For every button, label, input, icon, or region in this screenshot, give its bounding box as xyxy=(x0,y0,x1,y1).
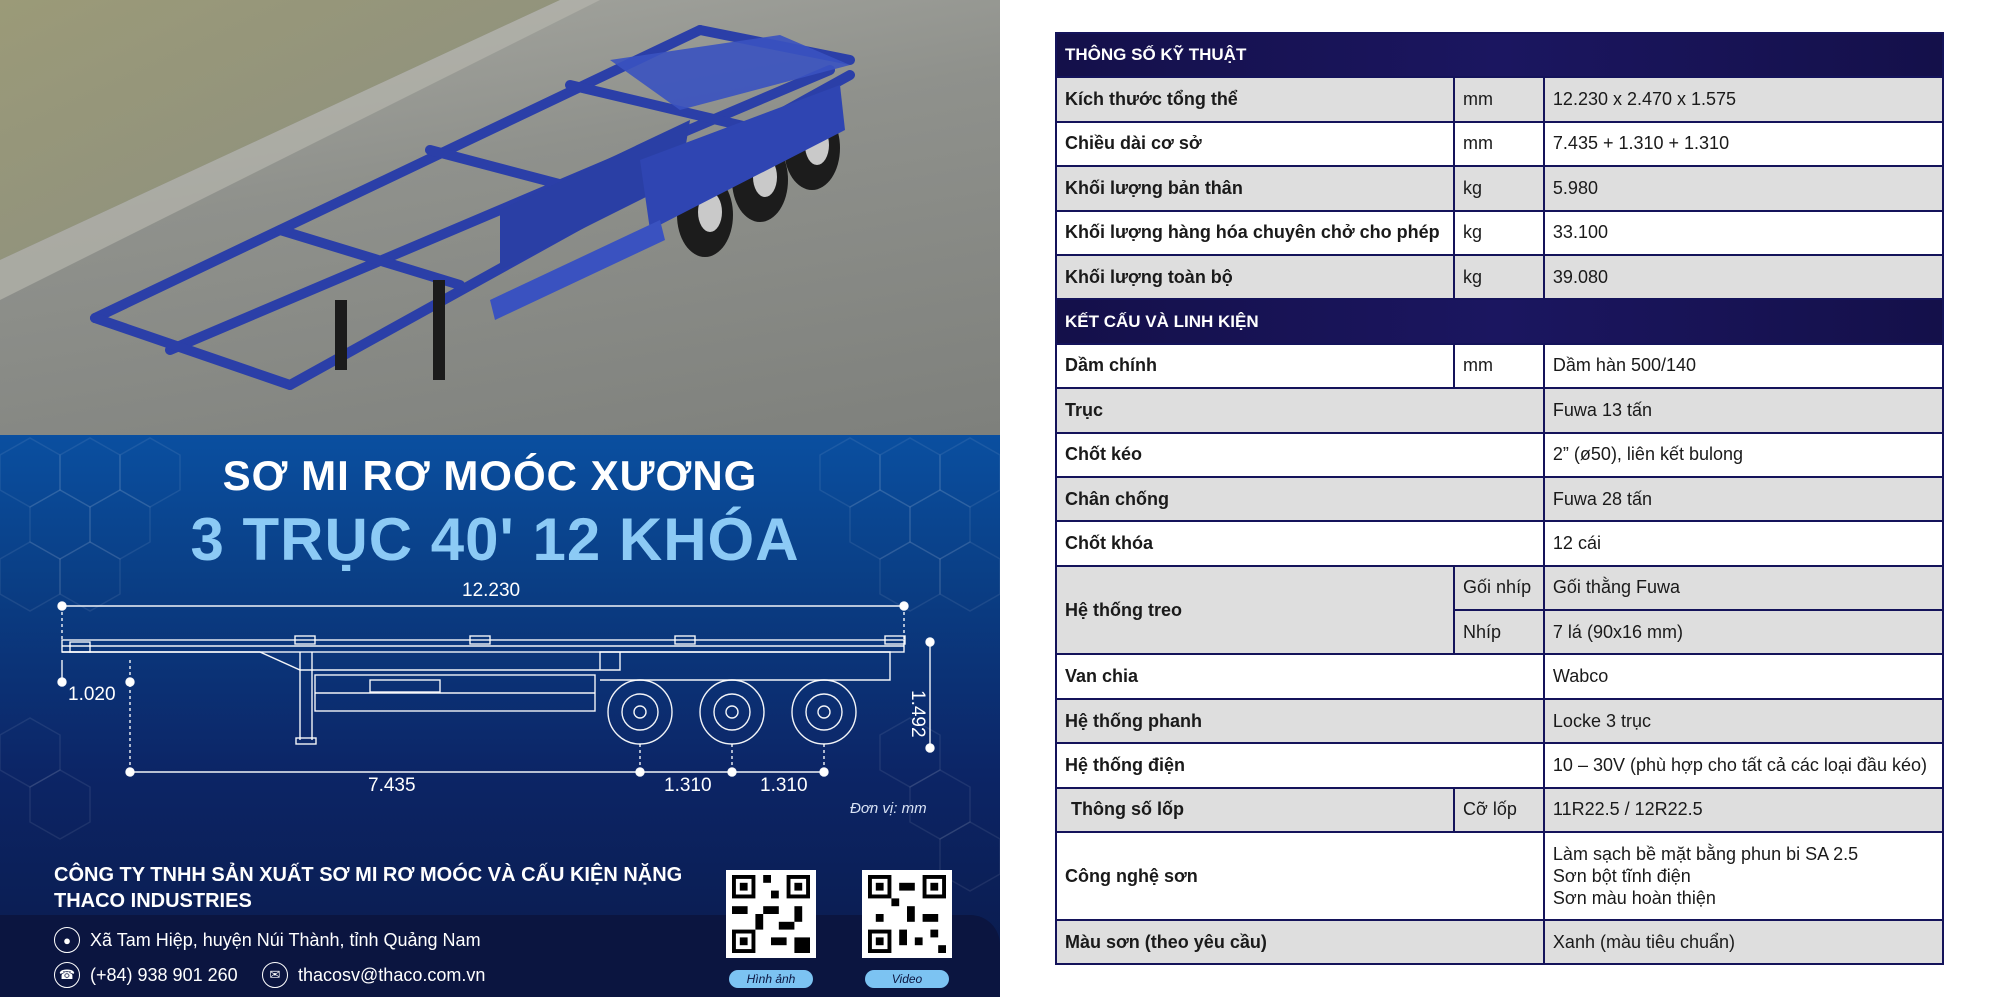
spec-sub: Cỡ lốp xyxy=(1454,788,1544,832)
table-row xyxy=(1056,566,1943,610)
company-name xyxy=(54,862,734,914)
spec-value: Dầm hàn 500/140 xyxy=(1544,344,1943,388)
spec-name: Hệ thống phanh xyxy=(1056,699,1544,743)
spec-name: Thông số lốp xyxy=(1056,788,1454,832)
qr-images-label: Hình ảnh xyxy=(729,970,813,988)
spec-value: 5.980 xyxy=(1544,166,1943,210)
table-row xyxy=(1056,433,1943,477)
table-row xyxy=(1056,122,1943,166)
spec-name: Hệ thống treo xyxy=(1056,566,1454,655)
spec-value: 7.435 + 1.310 + 1.310 xyxy=(1544,122,1943,166)
dimension-axle-spacing-1: 1.310 xyxy=(664,775,712,796)
section-header-structure xyxy=(1056,299,1943,343)
qr-video-label: Video xyxy=(865,970,949,988)
table-row xyxy=(1056,77,1943,121)
spec-unit: kg xyxy=(1454,255,1544,299)
spec-value: 39.080 xyxy=(1544,255,1943,299)
spec-name: Khối lượng hàng hóa chuyên chở cho phép xyxy=(1056,211,1454,255)
spec-name: Chiều dài cơ sở xyxy=(1056,122,1454,166)
table-row xyxy=(1056,832,1943,920)
spec-name: Công nghệ sơn xyxy=(1056,832,1544,920)
table-row xyxy=(1056,388,1943,432)
table-row xyxy=(1056,255,1943,299)
table-row xyxy=(1056,699,1943,743)
qr-pattern xyxy=(731,875,811,953)
spec-value: 12.230 x 2.470 x 1.575 xyxy=(1544,77,1943,121)
qr-code-video[interactable] xyxy=(862,870,952,958)
spec-value: Fuwa 28 tấn xyxy=(1544,477,1943,521)
dimension-overall-length: 12.230 xyxy=(462,580,521,601)
phone-text: (+84) 938 901 260 xyxy=(90,964,238,985)
spec-name: Chốt kéo xyxy=(1056,433,1544,477)
spec-value: 12 cái xyxy=(1544,521,1943,565)
spec-unit: mm xyxy=(1454,344,1544,388)
spec-value: 2” (ø50), liên kết bulong xyxy=(1544,433,1943,477)
section-title: KẾT CẤU VÀ LINH KIỆN xyxy=(1056,299,1943,343)
qr-code-images[interactable] xyxy=(726,870,816,958)
table-row xyxy=(1056,166,1943,210)
spec-unit: mm xyxy=(1454,77,1544,121)
spec-name: Khối lượng bản thân xyxy=(1056,166,1454,210)
dimension-wheelbase: 7.435 xyxy=(368,775,416,796)
spec-name: Trục xyxy=(1056,388,1544,432)
spec-name: Khối lượng toàn bộ xyxy=(1056,255,1454,299)
spec-value: 33.100 xyxy=(1544,211,1943,255)
spec-name: Chân chống xyxy=(1056,477,1544,521)
table-row xyxy=(1056,211,1943,255)
spec-value: Fuwa 13 tấn xyxy=(1544,388,1943,432)
spec-name: Chốt khóa xyxy=(1056,521,1544,565)
trailer-technical-drawing xyxy=(0,580,1000,780)
spec-unit: kg xyxy=(1454,166,1544,210)
product-title-line1: SƠ MI RƠ MOÓC XƯƠNG xyxy=(222,452,758,499)
phone xyxy=(54,962,238,988)
trailer-photo xyxy=(0,0,1000,435)
address-text: Xã Tam Hiệp, huyện Núi Thành, tỉnh Quảng Nam xyxy=(90,929,481,950)
email-icon: ✉ xyxy=(262,962,288,988)
table-row xyxy=(1056,743,1943,787)
address xyxy=(54,927,481,953)
spec-value: 10 – 30V (phù hợp cho tất cả các loại đầu kéo) xyxy=(1544,743,1943,787)
table-row xyxy=(1056,788,1943,832)
spec-sub: Nhíp xyxy=(1454,610,1544,654)
spec-value: Gối thằng Fuwa xyxy=(1544,566,1943,610)
location-icon: ● xyxy=(54,927,80,953)
spec-name: Dầm chính xyxy=(1056,344,1454,388)
spec-value: Xanh (màu tiêu chuẩn) xyxy=(1544,920,1943,964)
spec-unit: mm xyxy=(1454,122,1544,166)
spec-table xyxy=(1055,32,1944,965)
spec-value: Wabco xyxy=(1544,654,1943,698)
spec-name: Màu sơn (theo yêu cầu) xyxy=(1056,920,1544,964)
trailer-illustration xyxy=(0,0,1000,435)
spec-value: 7 lá (90x16 mm) xyxy=(1544,610,1943,654)
company-name-line1: CÔNG TY TNHH SẢN XUẤT SƠ MI RƠ MOÓC VÀ CẤU KIỆN NẶNG xyxy=(54,864,683,886)
table-row xyxy=(1056,521,1943,565)
spec-sub: Gối nhíp xyxy=(1454,566,1544,610)
company-name-line2: THACO INDUSTRIES xyxy=(54,890,252,912)
spec-name: Kích thước tổng thể xyxy=(1056,77,1454,121)
table-row xyxy=(1056,920,1943,964)
spec-value xyxy=(1544,832,1943,920)
spec-value: 11R22.5 / 12R22.5 xyxy=(1544,788,1943,832)
spec-value: Locke 3 trục xyxy=(1544,699,1943,743)
spec-unit: kg xyxy=(1454,211,1544,255)
section-header-technical xyxy=(1056,33,1943,77)
section-title: THÔNG SỐ KỸ THUẬT xyxy=(1056,33,1943,77)
unit-note: Đơn vị: mm xyxy=(850,800,927,817)
spec-value-line: Làm sạch bề mặt bằng phun bi SA 2.5 xyxy=(1552,844,1859,865)
spec-value-line: Sơn màu hoàn thiện xyxy=(1552,888,1716,909)
table-row xyxy=(1056,477,1943,521)
product-title-line2: 3 TRỤC 40' 12 KHÓA xyxy=(190,506,800,573)
phone-icon: ☎ xyxy=(54,962,80,988)
qr-pattern xyxy=(867,875,947,953)
email-text: thacosv@thaco.com.vn xyxy=(298,964,486,985)
dimension-front-overhang: 1.020 xyxy=(68,684,116,705)
table-row xyxy=(1056,344,1943,388)
email xyxy=(262,962,485,988)
spec-name: Van chia xyxy=(1056,654,1544,698)
table-row xyxy=(1056,654,1943,698)
dimension-axle-spacing-2: 1.310 xyxy=(760,775,808,796)
spec-name: Hệ thống điện xyxy=(1056,743,1544,787)
spec-value-line: Sơn bột tĩnh điện xyxy=(1552,866,1691,887)
dimension-height: 1.492 xyxy=(907,690,928,738)
